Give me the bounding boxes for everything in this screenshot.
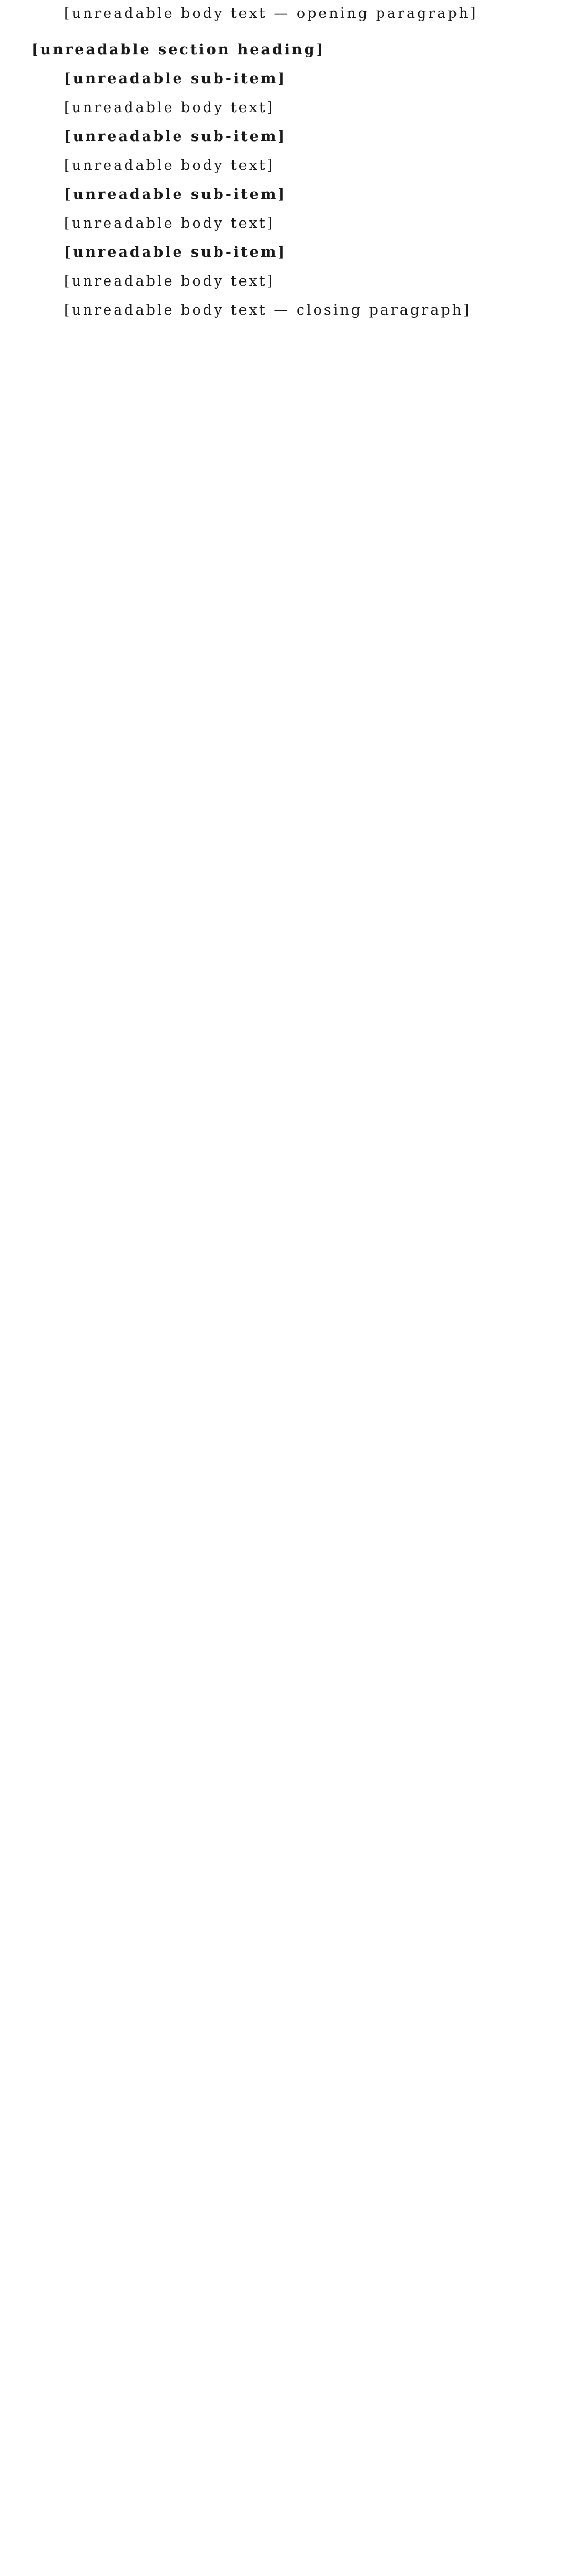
sub-item-heading: [unreadable sub-item] — [64, 186, 287, 203]
sub-item-heading: [unreadable sub-item] — [64, 71, 287, 87]
intro-paragraph: [unreadable body text — opening paragraph] — [64, 5, 478, 22]
document-body — [32, 0, 536, 326]
sub-item-paragraph: [unreadable body text] — [64, 157, 275, 174]
sub-item-heading: [unreadable sub-item] — [64, 128, 287, 145]
sub-item-paragraph: [unreadable body text] — [64, 215, 275, 232]
section-heading: [unreadable section heading] — [32, 42, 326, 58]
sub-item-paragraph: [unreadable body text] — [64, 99, 275, 116]
sub-item-heading: [unreadable sub-item] — [64, 244, 287, 260]
sub-item-paragraph: [unreadable body text] — [64, 273, 275, 289]
closing-paragraph: [unreadable body text — closing paragraph] — [64, 302, 471, 318]
